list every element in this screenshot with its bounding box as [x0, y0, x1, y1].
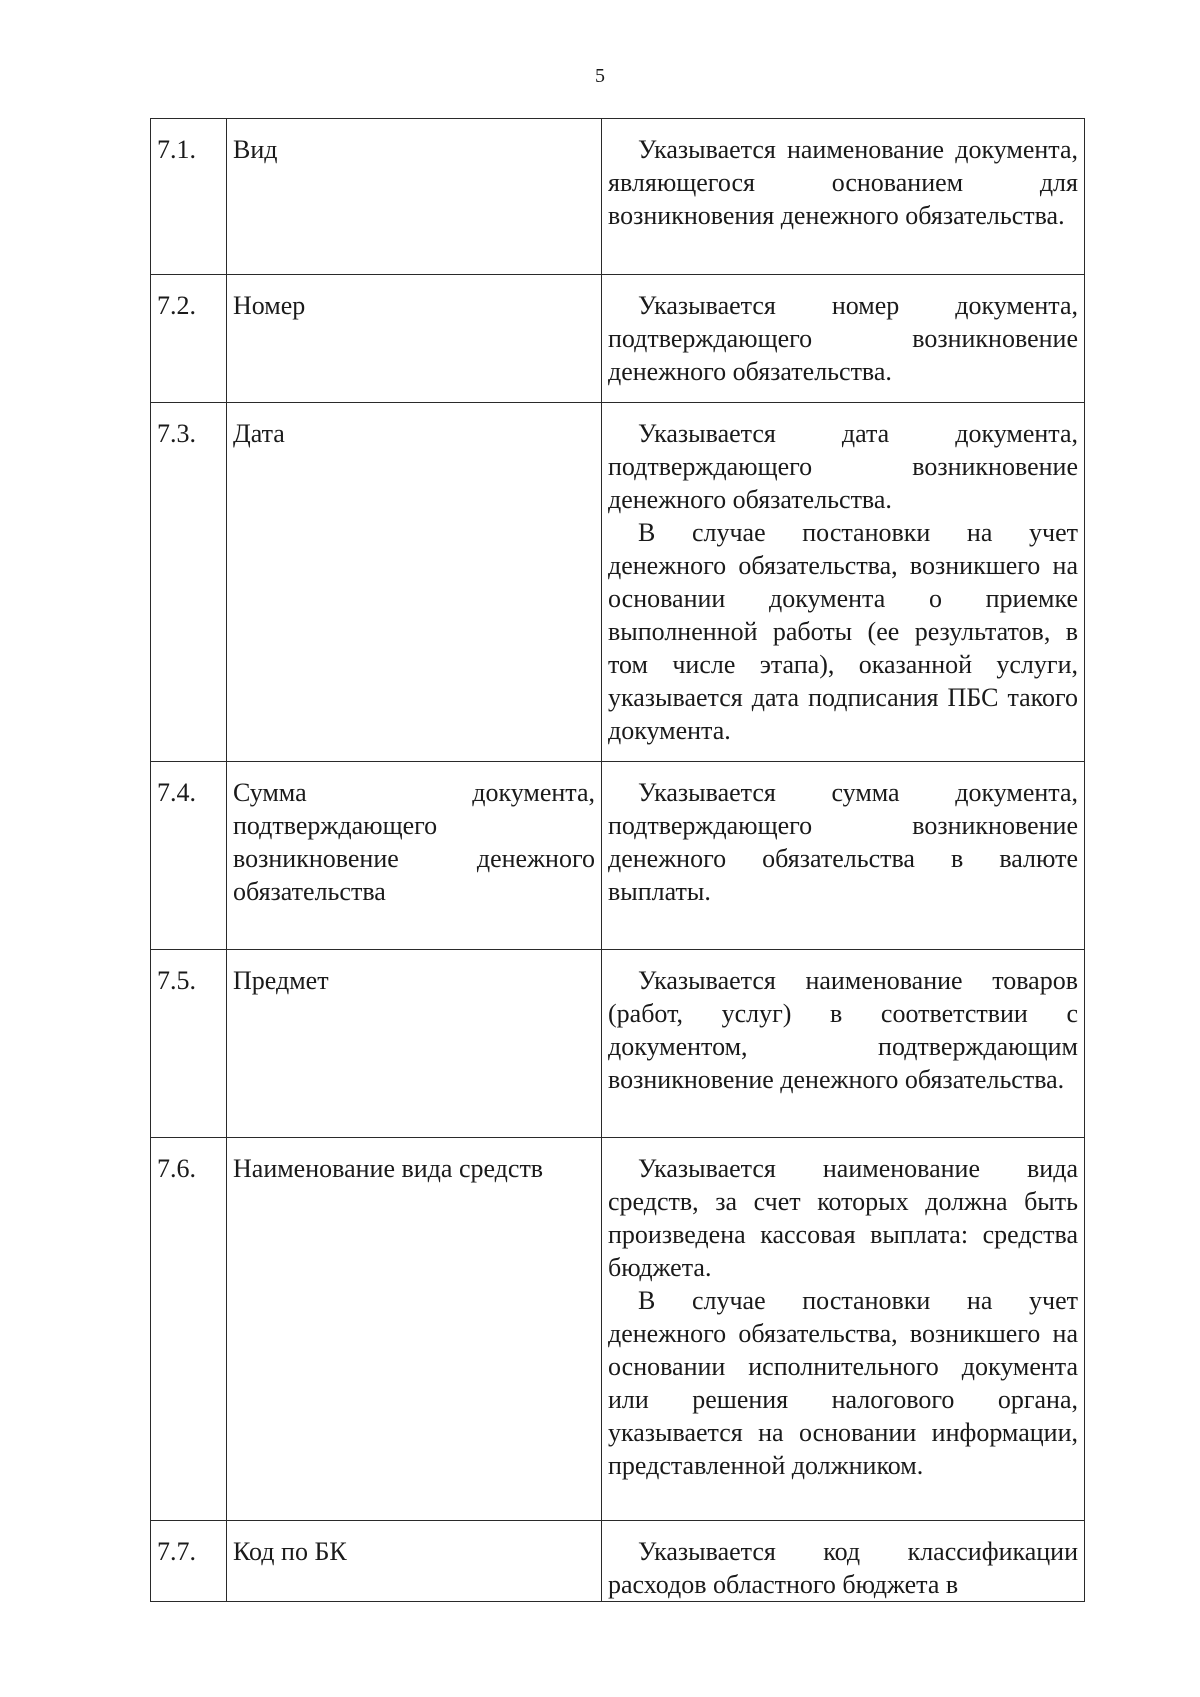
description-paragraph: Указывается дата документа, подтверждающего возникновение денежного обязательства. — [608, 419, 1078, 514]
field-name — [227, 762, 602, 950]
description-paragraph: Указывается наименование товаров (работ, услуг) в соответствии с документом, подтверждающим возникновение денежного обязательства. — [608, 966, 1078, 1094]
field-description — [602, 403, 1085, 762]
field-description — [602, 950, 1085, 1138]
field-description — [602, 1138, 1085, 1521]
table-row — [151, 1138, 1085, 1521]
field-name-text: Предмет — [233, 966, 329, 995]
field-name-text: Код по БК — [233, 1537, 347, 1566]
table-row — [151, 950, 1085, 1138]
row-number: 7.5. — [151, 950, 227, 1138]
field-description — [602, 762, 1085, 950]
description-paragraph: Указывается сумма документа, подтверждающего возникновение денежного обязательства в валюте выплаты. — [608, 778, 1078, 906]
field-description — [602, 1521, 1085, 1602]
field-name — [227, 1521, 602, 1602]
field-name-text: Наименование вида средств — [233, 1154, 544, 1183]
field-name-text: Сумма документа, подтверждающего возникновение денежного обязательства — [233, 778, 595, 906]
field-name — [227, 275, 602, 403]
requisites-table — [150, 118, 1085, 1602]
description-paragraph: Указывается наименование вида средств, за счет которых должна быть произведена кассовая выплата: средства бюджета. — [608, 1154, 1078, 1282]
row-number: 7.7. — [151, 1521, 227, 1602]
row-number: 7.4. — [151, 762, 227, 950]
description-paragraph: Указывается код классификации расходов областного бюджета в — [608, 1537, 1078, 1599]
field-name — [227, 403, 602, 762]
field-name-text: Номер — [233, 291, 306, 320]
row-number: 7.6. — [151, 1138, 227, 1521]
table-row — [151, 762, 1085, 950]
field-name — [227, 119, 602, 275]
table-row — [151, 1521, 1085, 1602]
table-row — [151, 403, 1085, 762]
description-paragraph: Указывается наименование документа, являющегося основанием для возникновения денежного обязательства. — [608, 135, 1078, 230]
field-name-text: Вид — [233, 135, 278, 164]
field-name-text: Дата — [233, 419, 285, 448]
description-paragraph: В случае постановки на учет денежного обязательства, возникшего на основании исполнительного документа или решения налогового органа, указывается на основании информации, представленной должником. — [608, 1286, 1078, 1480]
page-number: 5 — [595, 65, 605, 87]
description-paragraph: Указывается номер документа, подтверждающего возникновение денежного обязательства. — [608, 291, 1078, 386]
table-row — [151, 119, 1085, 275]
field-name — [227, 1138, 602, 1521]
field-name — [227, 950, 602, 1138]
field-description — [602, 119, 1085, 275]
row-number: 7.2. — [151, 275, 227, 403]
row-number: 7.3. — [151, 403, 227, 762]
table-row — [151, 275, 1085, 403]
field-description — [602, 275, 1085, 403]
row-number: 7.1. — [151, 119, 227, 275]
description-paragraph: В случае постановки на учет денежного обязательства, возникшего на основании документа о приемке выполненной работы (ее результатов, в том числе этапа), оказанной услуги, указывается дата подписания ПБС такого документа. — [608, 518, 1078, 745]
